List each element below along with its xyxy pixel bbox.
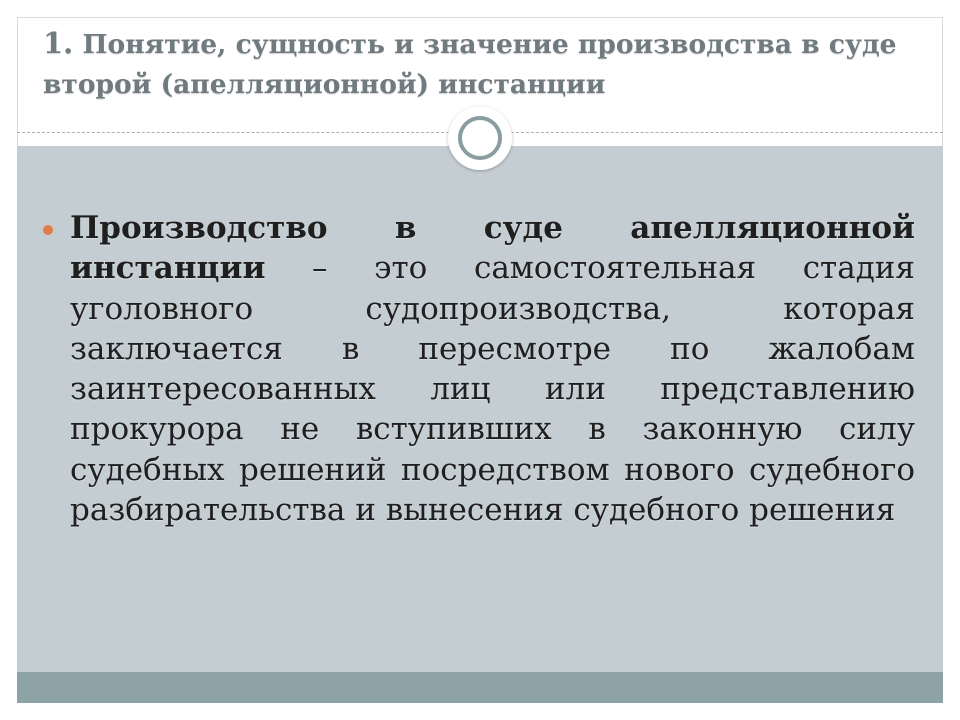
bullet-item xyxy=(40,208,915,530)
bullet-dot-icon xyxy=(43,225,53,235)
bullet-text xyxy=(70,208,915,530)
circle-ring-icon xyxy=(448,106,512,170)
bottom-band xyxy=(17,672,943,703)
title-number: 1. xyxy=(43,26,74,60)
slide-title xyxy=(43,23,923,105)
title-text: Понятие, сущность и значение производства в суде второй (апелляционной) инстанции xyxy=(43,29,897,100)
bullet-body: – это самостоятельная стадия уголовного судопроизводства, которая заключается в пересмотре по жалобам заинтересованных лиц или представлению прокурора не вступивших в законную силу судебных решений посредством нового судебного разбирательства и вынесения судебного решения xyxy=(70,250,915,529)
bullet-bold-lead: Производство в суде апелляционной инстанции xyxy=(70,210,915,287)
